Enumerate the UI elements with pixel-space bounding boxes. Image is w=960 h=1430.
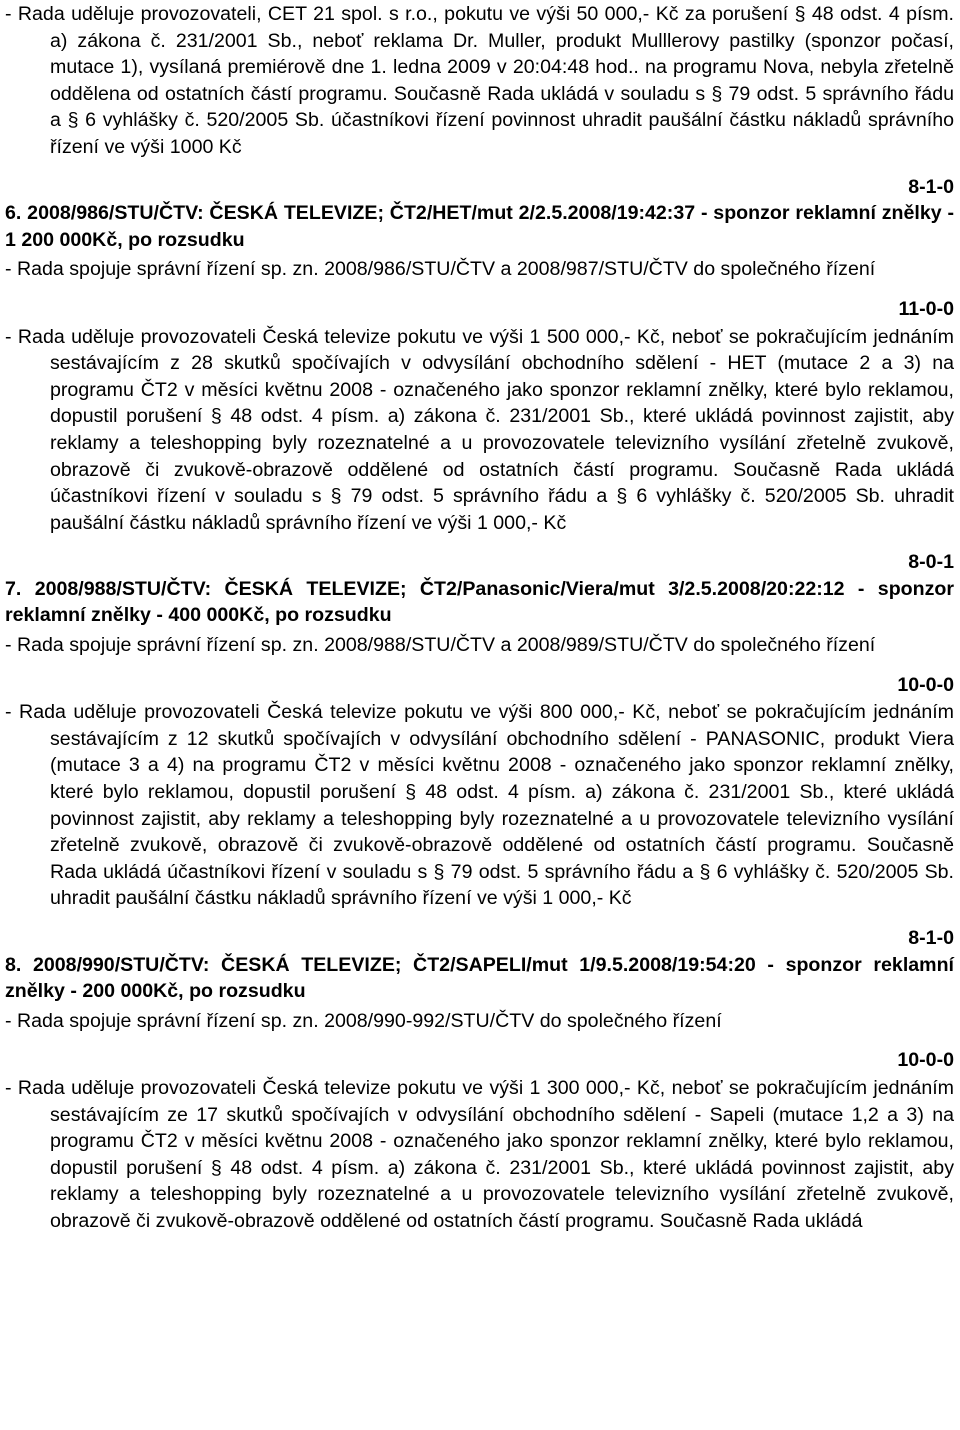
vote-result: 10-0-0 — [897, 1049, 954, 1072]
resolution-item: - Rada uděluje provozovateli Česká televize pokutu ve výši 800 000,- Kč, neboť se pokračujícím jednáním sestávajícím z 12 skutků spočívajích v odvysílání obchodního sdělení - PANASONIC, produkt Viera (mutace 3 a 4) na programu ČT2 v měsíci květnu 2008 - označeného jako sponzor reklamní znělky, které bylo reklamou, dopustil porušení § 48 odst. 4 písm. a) zákona č. 231/2001 Sb., které ukládá povinnost zajistit, aby reklamy a teleshopping byly rozeznatelné a u provozovatele televizního vysílání zřetelně zvukově, obrazově či zvukově-obrazově oddělené od ostatních částí programu. Současně Rada ukládá účastníkovi řízení v souladu s § 79 odst. 5 správního řádu a § 6 vyhlášky č. 520/2005 Sb. uhradit paušální částku nákladů správního řízení ve výši 1 000,- Kč — [5, 701, 954, 910]
case-heading: 7. 2008/988/STU/ČTV: ČESKÁ TELEVIZE; ČT2/Panasonic/Viera/mut 3/2.5.2008/20:22:12 - sponzor reklamní znělky - 400 000Kč, po rozsudku — [5, 577, 954, 627]
resolution-item: - Rada spojuje správní řízení sp. zn. 2008/986/STU/ČTV a 2008/987/STU/ČTV do společného řízení — [5, 258, 876, 281]
vote-result: 8-1-0 — [908, 175, 954, 198]
vote-result: 10-0-0 — [897, 673, 954, 696]
case-heading: 6. 2008/986/STU/ČTV: ČESKÁ TELEVIZE; ČT2/HET/mut 2/2.5.2008/19:42:37 - sponzor reklamní znělky - 1 200 000Kč, po rozsudku — [5, 202, 954, 251]
case-heading: 8. 2008/990/STU/ČTV: ČESKÁ TELEVIZE; ČT2/SAPELI/mut 1/9.5.2008/19:54:20 - sponzor reklamní znělky - 200 000Kč, po rozsudku — [5, 953, 954, 1003]
vote-result: 8-1-0 — [908, 927, 954, 949]
resolution-item: - Rada uděluje provozovateli Česká televize pokutu ve výši 1 500 000,- Kč, neboť se pokračujícím jednáním sestávajícím z 28 skutků spočívajích v odvysílání obchodního sdělení - HET (mutace 2 a 3) na programu ČT2 v měsíci květnu 2008 - označeného jako sponzor reklamní znělky, které bylo reklamou, dopustil porušení § 48 odst. 4 písm. a) zákona č. 231/2001 Sb., které ukládá povinnost zajistit, aby reklamy a teleshopping byly rozeznatelné a u provozovatele televizního vysílání zřetelně zvukově, obrazově či zvukově-obrazově oddělené od ostatních částí programu. Současně Rada ukládá účastníkovi řízení v souladu s § 79 odst. 5 správního řádu a § 6 vyhlášky č. 520/2005 Sb. uhradit paušální částku nákladů správního řízení ve výši 1 000,- Kč — [5, 325, 954, 534]
resolution-item: - Rada uděluje provozovateli, CET 21 spol. s r.o., pokutu ve výši 50 000,- Kč za porušení § 48 odst. 4 písm. a) zákona č. 231/2001 Sb., neboť reklama Dr. Muller, produkt Mulllerovy pastilky (sponzor počasí, mutace 1), vysílaná premiérově dne 1. ledna 2009 v 20:04:48 hod.. na programu Nova, nebyla zřetelně oddělena od ostatních částí programu. Současně Rada ukládá v souladu s § 79 odst. 5 správního řádu a § 6 vyhlášky č. 520/2005 Sb. účastníkovi řízení povinnost uhradit paušální částku nákladů správního řízení ve výši 1000 Kč — [5, 3, 954, 158]
resolution-item: - Rada spojuje správní řízení sp. zn. 2008/990-992/STU/ČTV do společného řízení — [5, 1009, 722, 1032]
vote-result: 11-0-0 — [898, 297, 954, 320]
resolution-item: - Rada spojuje správní řízení sp. zn. 2008/988/STU/ČTV a 2008/989/STU/ČTV do společného řízení — [5, 634, 876, 657]
vote-result: 8-0-1 — [908, 551, 954, 574]
resolution-item: - Rada uděluje provozovateli Česká televize pokutu ve výši 1 300 000,- Kč, neboť se pokračujícím jednáním sestávajícím ze 17 skutků spočívajích v odvysílání obchodního sdělení - Sapeli (mutace 1,2 a 3) na programu ČT2 v měsíci květnu 2008 - označeného jako sponzor reklamní znělky, které bylo reklamou, dopustil porušení § 48 odst. 4 písm. a) zákona č. 231/2001 Sb., které ukládá povinnost zajistit, aby reklamy a teleshopping byly rozeznatelné a u provozovatele televizního vysílání zřetelně zvukově, obrazově či zvukově-obrazově oddělené od ostatních částí programu. Současně Rada ukládá — [5, 1076, 954, 1232]
